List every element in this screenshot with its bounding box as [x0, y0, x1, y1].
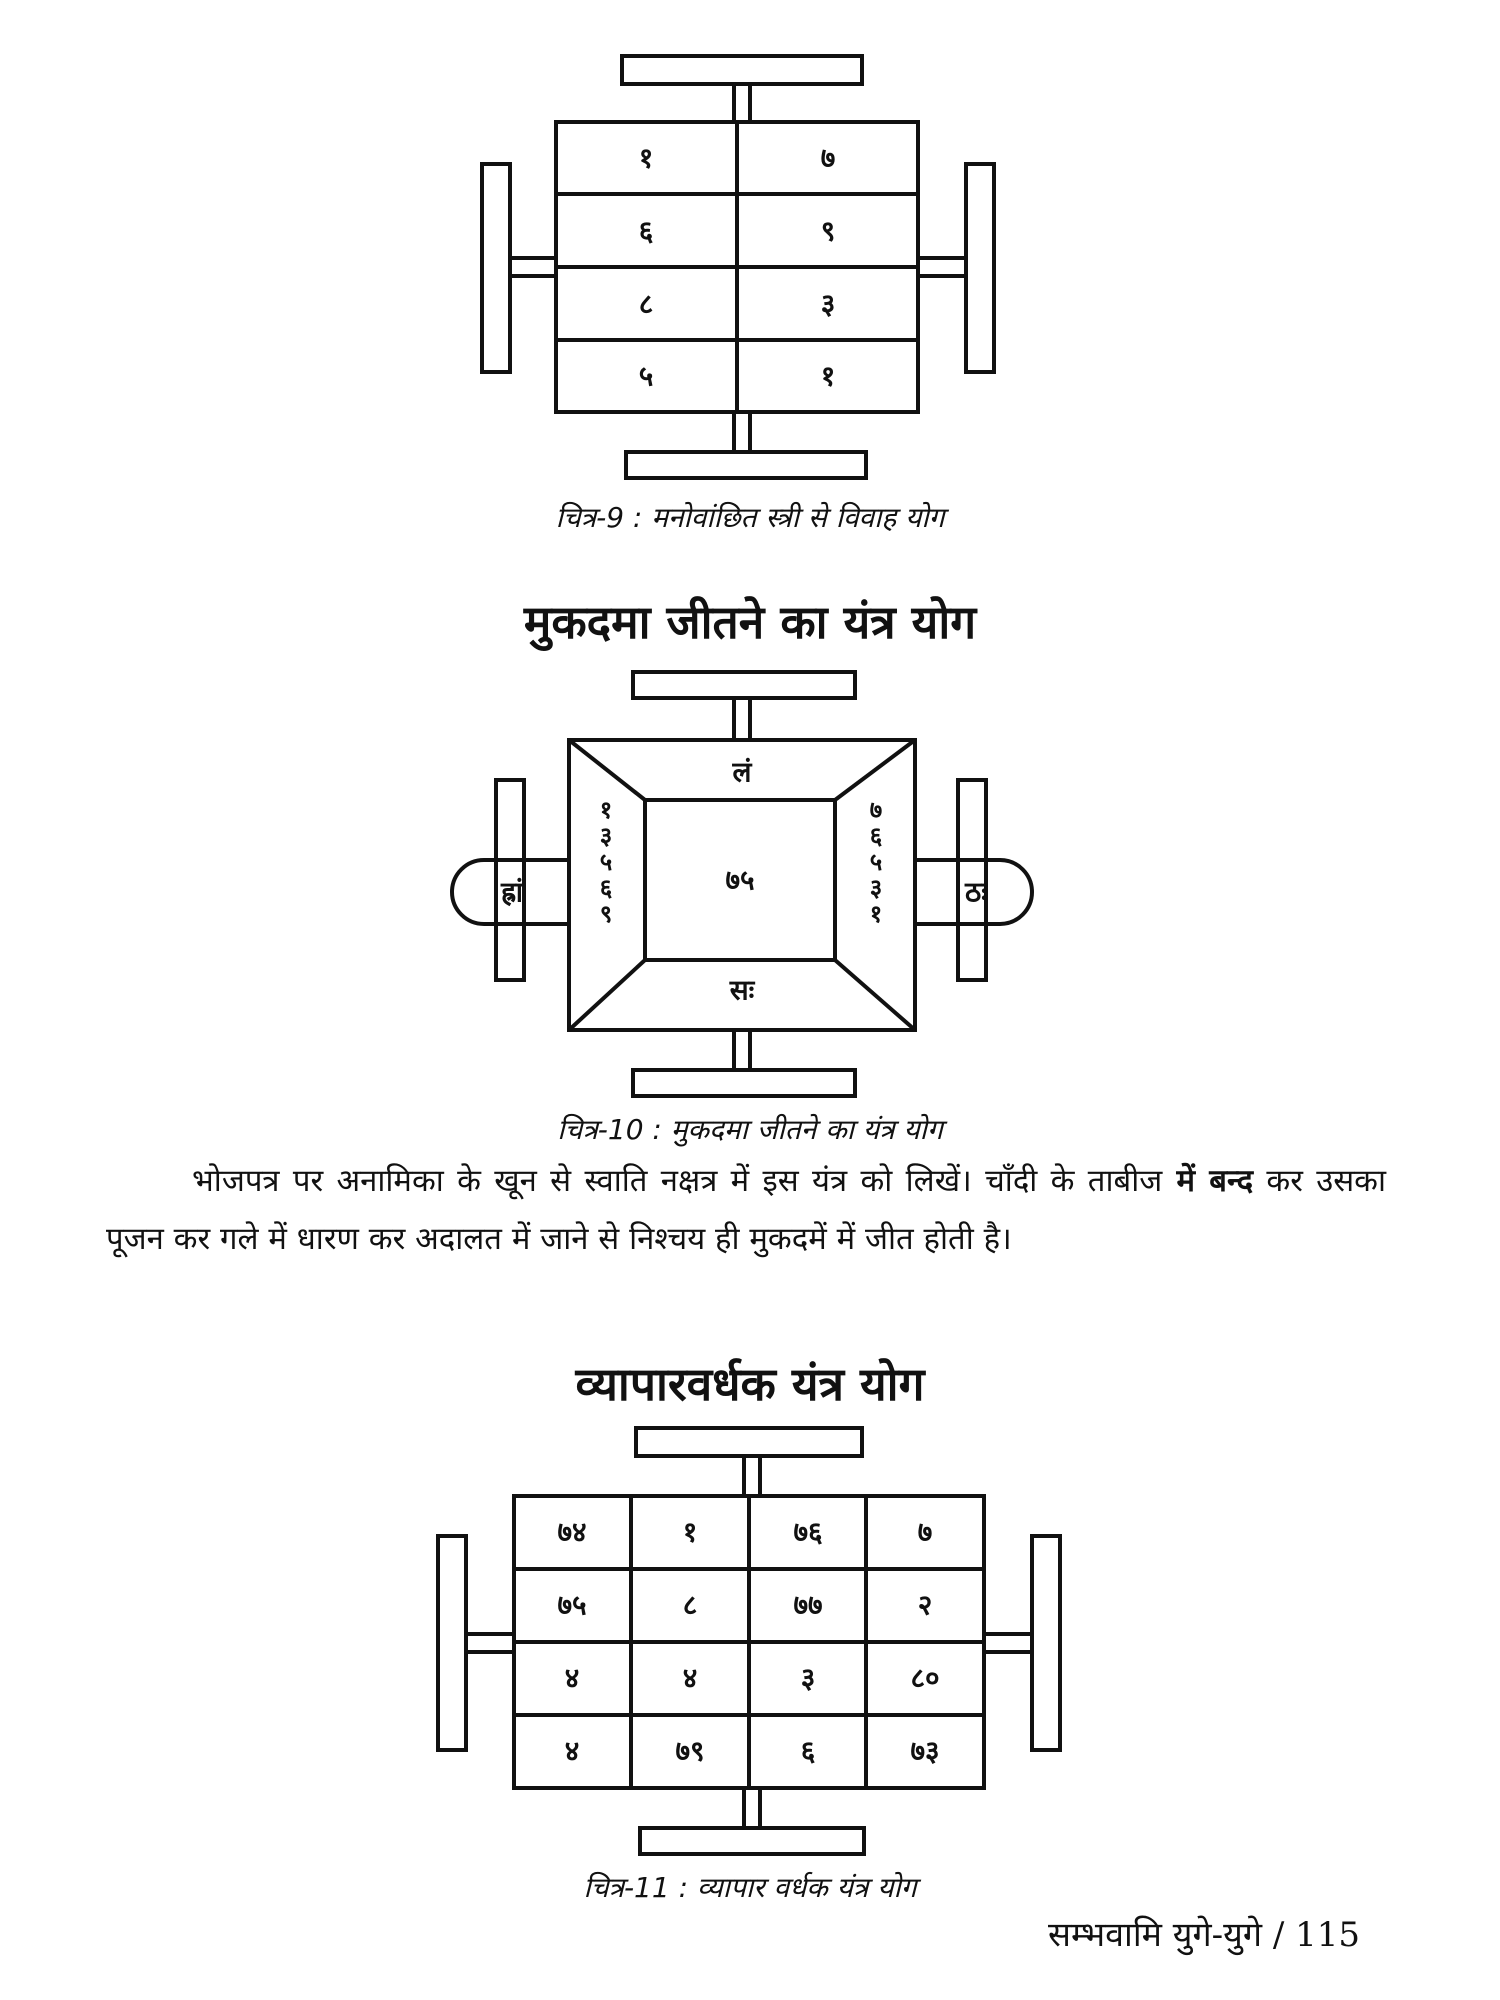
figure-9-caption: चित्र-9 : मनोवांछित स्त्री से विवाह योग — [555, 501, 945, 534]
figure-9-yantra — [0, 0, 1500, 520]
yantra-cell: ४ — [682, 1661, 698, 1695]
left-column-number: ९ — [599, 900, 613, 928]
yantra-cell: १ — [820, 359, 836, 393]
section-heading-business-growth: व्यापारवर्धक यंत्र योग — [575, 1357, 925, 1411]
yantra-cell: ७ — [917, 1515, 933, 1549]
yantra-cell: १ — [682, 1515, 698, 1549]
left-column-number: ३ — [599, 822, 613, 850]
yantra-cell: ६ — [638, 214, 654, 248]
figure-10-top-syllable: लं — [732, 755, 752, 789]
figure-10-left-syllable: ह्रां — [500, 875, 524, 909]
yantra-cell: ७४ — [557, 1515, 587, 1549]
right-column-number: ५ — [869, 848, 883, 876]
figure-10-bottom-syllable: सः — [729, 973, 755, 1007]
paragraph-bold-text: में बन्द — [1162, 1163, 1254, 1199]
yantra-cell: ३ — [800, 1661, 816, 1695]
right-column-number: ७ — [869, 796, 883, 824]
yantra-cell: ४ — [564, 1734, 580, 1768]
yantra-cell: ६ — [800, 1734, 816, 1768]
section-heading-court-case: मुकदमा जीतने का यंत्र योग — [523, 595, 977, 649]
figure-11-yantra — [0, 1420, 1500, 1860]
yantra-cell: ८ — [682, 1588, 698, 1622]
yantra-cell: ७ — [820, 141, 836, 175]
paragraph-text-part2: कर उसका पूजन कर गले में धारण कर अदालत में जाने से निश्चय ही मुकदमें में जीत होती है। — [106, 1163, 1386, 1257]
figure-10-right-syllable: ठः — [965, 875, 987, 909]
yantra-cell: १ — [638, 141, 654, 175]
page-number: 115 — [1295, 1915, 1360, 1955]
yantra-cell: ९ — [820, 214, 836, 248]
yantra-cell: ७६ — [793, 1515, 823, 1549]
yantra-cell: २ — [917, 1588, 933, 1622]
left-column-number: ५ — [599, 848, 613, 876]
yantra-cell: ४ — [564, 1661, 580, 1695]
right-column-number: ३ — [869, 874, 883, 902]
yantra-cell: ५ — [638, 359, 654, 393]
figure-10-center-number: ७५ — [725, 863, 755, 897]
yantra-cell: ३ — [820, 287, 836, 321]
footer-separator: / — [1272, 1915, 1285, 1955]
yantra-cell: ७९ — [675, 1734, 705, 1768]
left-column-number: १ — [599, 796, 613, 824]
paragraph-instructions — [106, 1152, 1386, 1268]
left-column-number: ६ — [599, 874, 613, 902]
right-column-number: ६ — [869, 822, 883, 850]
figure-10-yantra — [0, 660, 1500, 1100]
figure-11-caption: चित्र-11 : व्यापार वर्धक यंत्र योग — [583, 1871, 917, 1904]
yantra-cell: ७३ — [910, 1734, 940, 1768]
yantra-cell: ७७ — [793, 1588, 823, 1622]
yantra-cell: ८० — [910, 1661, 940, 1695]
page-footer — [1048, 1910, 1360, 1956]
yantra-cell: ७५ — [557, 1588, 587, 1622]
yantra-cell: ८ — [638, 287, 654, 321]
paragraph-text-part1: भोजपत्र पर अनामिका के खून से स्वाति नक्षत्र में इस यंत्र को लिखें। चाँदी के ताबीज — [192, 1163, 1163, 1199]
figure-10-caption: चित्र-10 : मुकदमा जीतने का यंत्र योग — [557, 1113, 943, 1146]
book-title: सम्भवामि युगे-युगे — [1048, 1915, 1262, 1955]
right-column-number: १ — [869, 900, 883, 928]
